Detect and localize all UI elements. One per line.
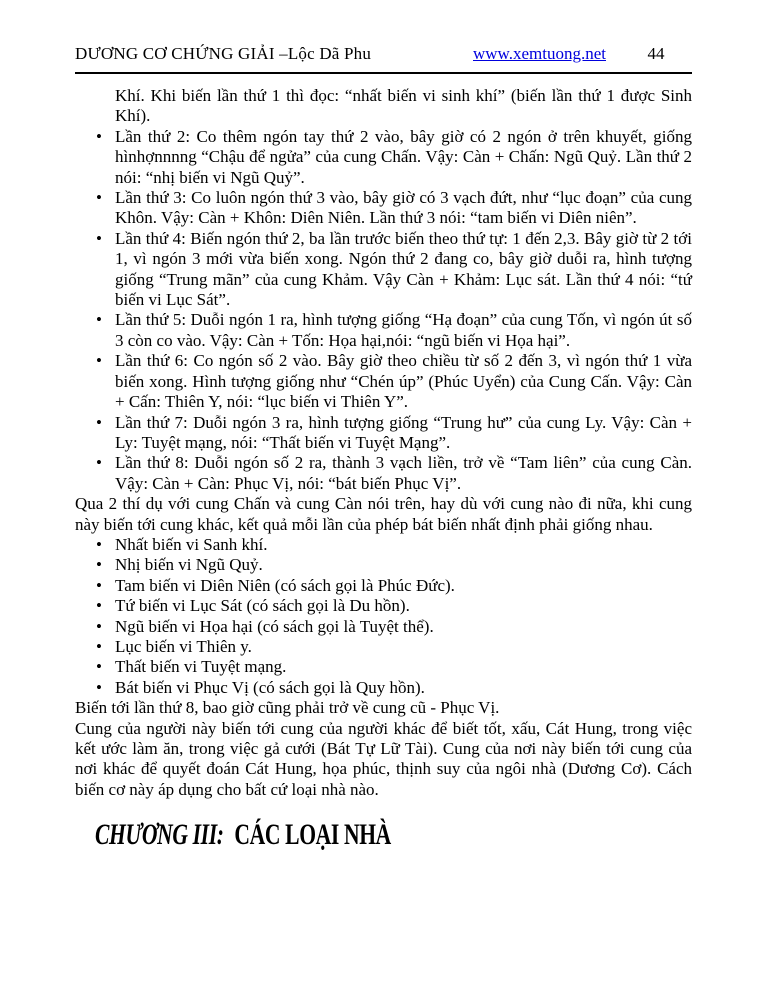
header-rule xyxy=(75,72,692,74)
website-link[interactable]: www.xemtuong.net xyxy=(473,44,606,63)
list-item: • Thất biến vi Tuyệt mạng. xyxy=(115,657,692,677)
list-item: • Lần thứ 8: Duỗi ngón số 2 ra, thành 3 vạch liền, trở về “Tam liên” của cung Càn. Vậy: Càn + Càn: Phục Vị, nói: “bát biến Phục Vị”. xyxy=(115,453,692,494)
list-item: • Tứ biến vi Lục Sát (có sách gọi là Du hồn). xyxy=(115,596,692,616)
list-item: • Lần thứ 4: Biến ngón thứ 2, ba lần trước biến theo thứ tự: 1 đến 2,3. Bây giờ từ 2 tới 1, vì ngón 3 mới vừa biến xong. Ngón thứ 2 đang co, bây giờ duỗi ra, hình tượng giống “Trung mãn” của cung Khảm. Vậy Càn + Khảm: Lục sát. Lần thứ 4 nói: “tứ biến vi Lục Sát”. xyxy=(115,229,692,311)
document-title: DƯƠNG CƠ CHỨNG GIẢI –Lộc Dã Phu xyxy=(75,44,372,63)
note-paragraph: Biến tới lần thứ 8, bao giờ cũng phải trở về cung cũ - Phục Vị. xyxy=(75,698,500,718)
body-text xyxy=(75,86,692,800)
list-item: • Tam biến vi Diên Niên (có sách gọi là Phúc Đức). xyxy=(115,576,692,596)
list-item: • Lần thứ 3: Co luôn ngón thứ 3 vào, bây giờ có 3 vạch đứt, như “lục đoạn” của cung Khôn. Vậy: Càn + Khôn: Diên Niên. Lần thứ 3 nói: “tam biến vi Diên niên”. xyxy=(115,188,692,229)
usage-paragraph: Cung của người này biến tới cung của người khác để biết tốt, xấu, Cát Hung, trong việc kết ước làm ăn, trong việc gả cưới (Bát Tự Lữ Tài). Cung của nơi này biến tới cung của nơi khác để quyết đoán Cát Hung, họa phúc, thịnh suy của ngôi nhà (Dương Cơ). Cách biến cơ này áp dụng cho bất cứ loại nhà nào. xyxy=(75,718,692,799)
list-item: • Ngũ biến vi Họa hại (có sách gọi là Tuyệt thể). xyxy=(115,617,692,637)
intro-continuation-paragraph: Khí. Khi biến lần thứ 1 thì đọc: “nhất biến vi sinh khí” (biến lần thứ 1 được Sinh Khí). xyxy=(115,86,692,126)
results-list xyxy=(75,535,692,698)
chapter-label: CHƯƠNG III: xyxy=(95,818,224,852)
list-item: • Nhị biến vi Ngũ Quỷ. xyxy=(115,555,692,575)
list-item: • Lần thứ 5: Duỗi ngón 1 ra, hình tượng giống “Hạ đoạn” của cung Tốn, vì ngón út số 3 còn co vào. Vậy: Càn + Tốn: Họa hại,nói: “ngũ biến vi Họa hại”. xyxy=(115,310,692,351)
steps-list xyxy=(75,127,692,494)
page-header xyxy=(75,44,692,64)
list-item: • Lần thứ 2: Co thêm ngón tay thứ 2 vào, bây giờ có 2 ngón ở trên khuyết, giống hìnhợnnnng “Chậu để ngửa” của cung Chấn. Vậy: Càn + Chấn: Ngũ Quỷ. Lần thứ 2 nói: “nhị biến vi Ngũ Quỷ”. xyxy=(115,127,692,188)
list-item: • Bát biến vi Phục Vị (có sách gọi là Quy hồn). xyxy=(115,678,692,698)
chapter-heading xyxy=(95,818,525,852)
chapter-title: CÁC LOẠI NHÀ xyxy=(234,818,391,852)
conclusion-paragraph: Qua 2 thí dụ với cung Chấn và cung Càn nói trên, hay dù với cung nào đi nữa, khi cung này biến tới cung khác, kết quả mỗi lần của phép bát biến nhất định phải giống nhau. xyxy=(75,494,692,534)
page-number: 44 xyxy=(647,44,665,63)
list-item: • Lần thứ 6: Co ngón số 2 vào. Bây giờ theo chiều từ số 2 đến 3, vì ngón thứ 1 vừa biến xong. Hình tượng giống như “Chén úp” (Phúc Uyển) của Cung Cấn. Vậy: Càn + Cấn: Thiên Y, nói: “lục biến vi Thiên Y”. xyxy=(115,351,692,412)
list-item: • Nhất biến vi Sanh khí. xyxy=(115,535,692,555)
list-item: • Lục biến vi Thiên y. xyxy=(115,637,692,657)
list-item: • Lần thứ 7: Duỗi ngón 3 ra, hình tượng giống “Trung hư” của cung Ly. Vậy: Càn + Ly: Tuyệt mạng, nói: “Thất biến vi Tuyệt Mạng”. xyxy=(115,413,692,454)
